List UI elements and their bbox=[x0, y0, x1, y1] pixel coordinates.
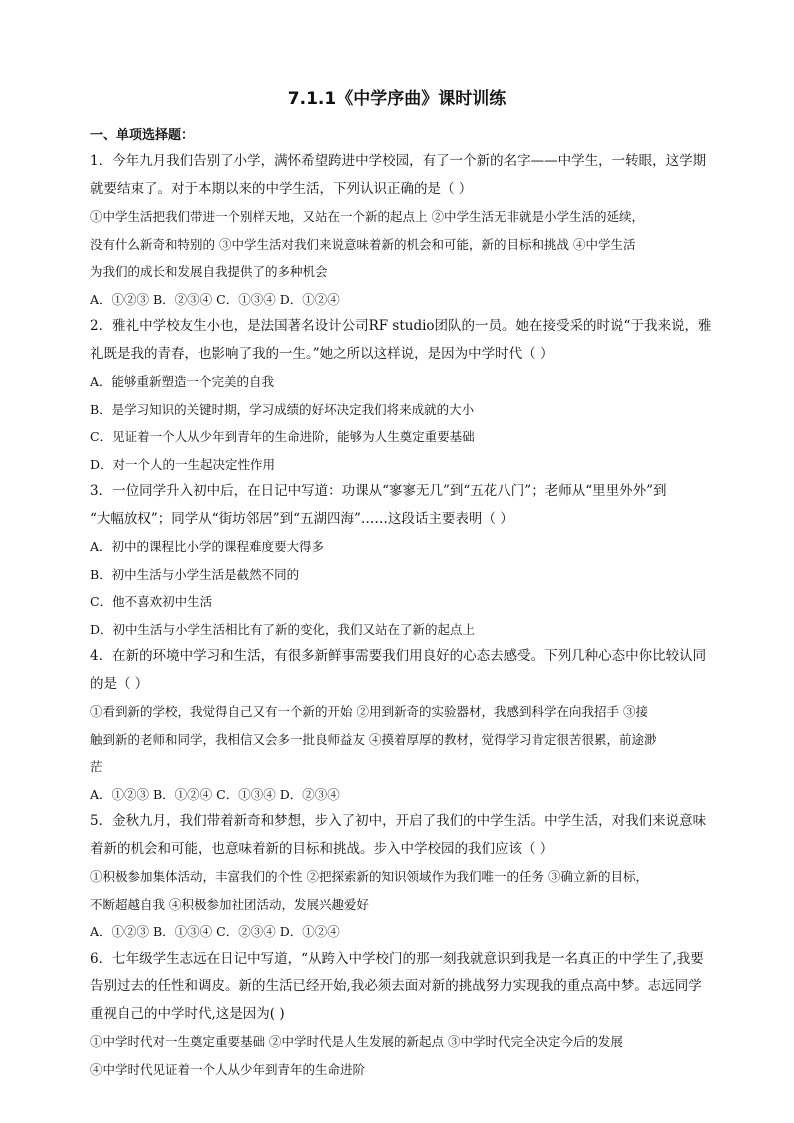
question-stem-line: 6．七年级学生志远在日记中写道，“从跨入中学校门的那一刻我就意识到我是一名真正的中学生了,我要 bbox=[90, 950, 704, 967]
question-option-line: ①中学时代对一生奠定重要基础 ②中学时代是人生发展的新起点 ③中学时代完全决定今后的发展 bbox=[90, 1034, 623, 1049]
question-1 bbox=[90, 148, 740, 313]
page-title: 7.1.1《中学序曲》课时训练 bbox=[287, 89, 507, 109]
question-option-line: ①看到新的学校，我觉得自己又有一个新的开始 ②用到新奇的实验器材，我感到科学在向我招手 ③接 bbox=[90, 704, 648, 719]
question-stem-line: 就要结束了。对于本期以来的中学生活，下列认识正确的是（ ） bbox=[90, 180, 473, 197]
question-option-line: A．初中的课程比小学的课程难度要大得多 bbox=[90, 539, 325, 554]
question-stem-line: 3．一位同学升入初中后，在日记中写道：功课从“寥寥无几”到“五花八门”；老师从“里里外外”到 bbox=[90, 483, 667, 499]
question-option-line: B．是学习知识的关键时期，学习成绩的好坏决定我们将来成就的大小 bbox=[90, 401, 475, 417]
question-option-line: ①积极参加集体活动，丰富我们的个性 ②把探索新的知识领域作为我们唯一的任务 ③确立新的目标， bbox=[90, 869, 648, 884]
question-stem-line: “大幅放权”；同学从“街坊邻居”到“五湖四海”……这段话主要表明（ ） bbox=[90, 510, 514, 527]
question-option-line: C．他不喜欢初中生活 bbox=[90, 594, 213, 609]
question-option-line: 不断超越自我 ④积极参加社团活动，发展兴趣爱好 bbox=[90, 896, 369, 912]
question-option-line: A．①②③ B．①③④ C．②③④ D．①②④ bbox=[90, 924, 340, 939]
question-option-line: 触到新的老师和同学，我相信又会多一批良师益友 ④摸着厚厚的教材，觉得学习肯定很苦很累，前途渺 bbox=[90, 731, 657, 747]
section-heading: 一、单项选择题： bbox=[90, 128, 195, 143]
question-option-line: D．对一个人的一生起决定性作用 bbox=[90, 456, 276, 472]
question-stem-line: 1．今年九月我们告别了小学，满怀希望跨进中学校园，有了一个新的名字——中学生，一转眼，这学期 bbox=[90, 153, 707, 169]
question-stem-line: 2．雅礼中学校友生小也，是法国著名设计公司RF studio团队的一员。她在接受采的时说“于我来说，雅 bbox=[90, 318, 712, 334]
question-option-line: 没有什么新奇和特别的 ③中学生活对我们来说意味着新的机会和可能，新的目标和挑战 ④中学生活 bbox=[90, 236, 636, 252]
question-stem-line: 告别过去的任性和调皮。新的生活已经开始,我必须去面对新的挑战努力实现我的重点高中梦。志远同学 bbox=[90, 978, 702, 994]
question-stem-line: 重视自己的中学时代,这是因为( ) bbox=[90, 1005, 285, 1022]
question-option-line: A．①②③ B．①②④ C．①③④ D．②③④ bbox=[90, 786, 340, 802]
question-option-line: A．能够重新塑造一个完美的自我 bbox=[90, 374, 275, 389]
question-6 bbox=[90, 946, 740, 1084]
question-option-line: 为我们的成长和发展自我提供了的多种机会 bbox=[90, 264, 328, 279]
question-option-line: A．①②③ B．②③④ C．①③④ D．①②④ bbox=[90, 291, 340, 307]
question-3 bbox=[90, 478, 740, 643]
question-stem-line: 4．在新的环境中学习和生活，有很多新鲜事需要我们用良好的心态去感受。下列几种心态中你比较认同 bbox=[90, 648, 707, 664]
question-4 bbox=[90, 643, 740, 808]
question-stem-line: 5．金秋九月，我们带着新奇和梦想，步入了初中，开启了我们的中学生活。中学生活，对我们来说意味 bbox=[90, 813, 707, 829]
question-2 bbox=[90, 313, 740, 478]
question-stem-line: 着新的机会和可能，也意味着新的目标和挑战。步入中学校园的我们应该（ ） bbox=[90, 840, 554, 857]
question-5 bbox=[90, 808, 740, 946]
question-stem-line: 礼既是我的青春，也影响了我的一生。”她之所以这样说，是因为中学时代（ ） bbox=[90, 345, 554, 362]
question-stem-line: 的是（ ） bbox=[90, 675, 149, 692]
question-list bbox=[90, 148, 740, 1083]
question-option-line: ①中学生活把我们带进一个别样天地，又站在一个新的起点上 ②中学生活无非就是小学生活的延续， bbox=[90, 209, 644, 224]
question-option-line: B．初中生活与小学生活是截然不同的 bbox=[90, 566, 300, 582]
question-option-line: 茫 bbox=[90, 759, 103, 774]
question-option-line: ④中学时代见证着一个人从少年到青年的生命进阶 bbox=[90, 1061, 366, 1077]
question-option-line: D．初中生活与小学生活相比有了新的变化，我们又站在了新的起点上 bbox=[90, 621, 476, 637]
question-option-line: C．见证着一个人从少年到青年的生命进阶，能够为人生奠定重要基础 bbox=[90, 429, 475, 444]
